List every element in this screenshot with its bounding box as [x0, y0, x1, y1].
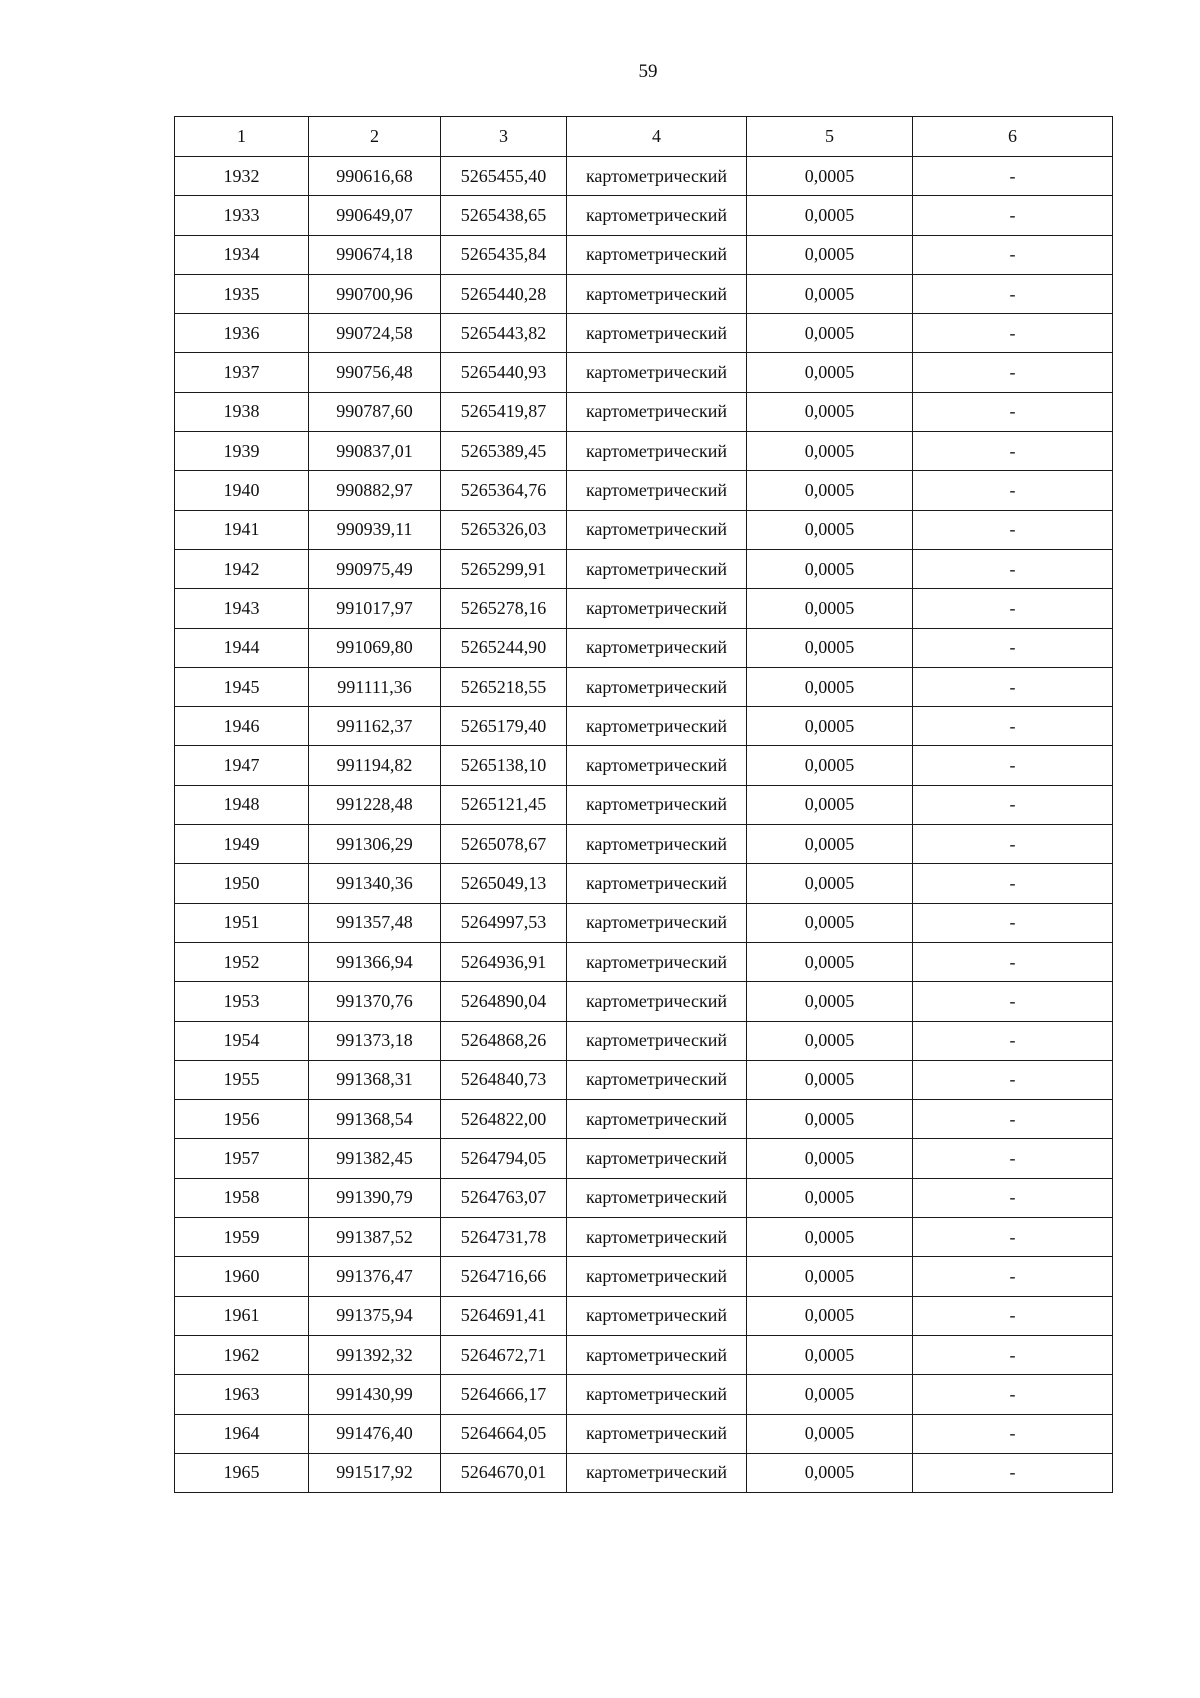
note-cell: - — [913, 471, 1113, 510]
accuracy-cell: 0,0005 — [747, 903, 913, 942]
point-number-cell: 1964 — [175, 1414, 309, 1453]
y-coordinate-cell: 5265049,13 — [441, 864, 567, 903]
method-cell: картометрический — [567, 825, 747, 864]
table-row — [175, 746, 1113, 785]
table-row — [175, 1060, 1113, 1099]
table-row — [175, 707, 1113, 746]
table-row — [175, 825, 1113, 864]
note-cell: - — [913, 1178, 1113, 1217]
x-coordinate-cell: 991306,29 — [309, 825, 441, 864]
point-number-cell: 1963 — [175, 1375, 309, 1414]
point-number-cell: 1956 — [175, 1100, 309, 1139]
note-cell: - — [913, 864, 1113, 903]
x-coordinate-cell: 990939,11 — [309, 510, 441, 549]
method-cell: картометрический — [567, 1060, 747, 1099]
accuracy-cell: 0,0005 — [747, 1021, 913, 1060]
table-row — [175, 1296, 1113, 1335]
x-coordinate-cell: 990724,58 — [309, 314, 441, 353]
note-cell: - — [913, 1218, 1113, 1257]
x-coordinate-cell: 991392,32 — [309, 1335, 441, 1374]
method-cell: картометрический — [567, 314, 747, 353]
note-cell: - — [913, 982, 1113, 1021]
x-coordinate-cell: 991368,54 — [309, 1100, 441, 1139]
method-cell: картометрический — [567, 589, 747, 628]
table-row — [175, 589, 1113, 628]
method-cell: картометрический — [567, 864, 747, 903]
column-header-1: 1 — [175, 117, 309, 157]
y-coordinate-cell: 5265440,28 — [441, 274, 567, 313]
y-coordinate-cell: 5265443,82 — [441, 314, 567, 353]
point-number-cell: 1941 — [175, 510, 309, 549]
method-cell: картометрический — [567, 274, 747, 313]
method-cell: картометрический — [567, 942, 747, 981]
point-number-cell: 1955 — [175, 1060, 309, 1099]
method-cell: картометрический — [567, 353, 747, 392]
note-cell: - — [913, 196, 1113, 235]
x-coordinate-cell: 990700,96 — [309, 274, 441, 313]
note-cell: - — [913, 235, 1113, 274]
y-coordinate-cell: 5265389,45 — [441, 432, 567, 471]
note-cell: - — [913, 274, 1113, 313]
note-cell: - — [913, 392, 1113, 431]
x-coordinate-cell: 990616,68 — [309, 157, 441, 196]
note-cell: - — [913, 1257, 1113, 1296]
method-cell: картометрический — [567, 1100, 747, 1139]
x-coordinate-cell: 991430,99 — [309, 1375, 441, 1414]
method-cell: картометрический — [567, 471, 747, 510]
x-coordinate-cell: 991069,80 — [309, 628, 441, 667]
x-coordinate-cell: 991357,48 — [309, 903, 441, 942]
note-cell: - — [913, 1335, 1113, 1374]
y-coordinate-cell: 5265138,10 — [441, 746, 567, 785]
note-cell: - — [913, 1414, 1113, 1453]
table-row — [175, 1178, 1113, 1217]
accuracy-cell: 0,0005 — [747, 510, 913, 549]
table-row — [175, 1375, 1113, 1414]
method-cell: картометрический — [567, 1414, 747, 1453]
accuracy-cell: 0,0005 — [747, 235, 913, 274]
method-cell: картометрический — [567, 432, 747, 471]
table-row — [175, 785, 1113, 824]
method-cell: картометрический — [567, 1021, 747, 1060]
table-row — [175, 1139, 1113, 1178]
y-coordinate-cell: 5264672,71 — [441, 1335, 567, 1374]
method-cell: картометрический — [567, 1257, 747, 1296]
table-row — [175, 157, 1113, 196]
y-coordinate-cell: 5265438,65 — [441, 196, 567, 235]
y-coordinate-cell: 5265419,87 — [441, 392, 567, 431]
point-number-cell: 1952 — [175, 942, 309, 981]
accuracy-cell: 0,0005 — [747, 432, 913, 471]
accuracy-cell: 0,0005 — [747, 589, 913, 628]
accuracy-cell: 0,0005 — [747, 1296, 913, 1335]
note-cell: - — [913, 628, 1113, 667]
table-header — [175, 117, 1113, 157]
y-coordinate-cell: 5264716,66 — [441, 1257, 567, 1296]
point-number-cell: 1958 — [175, 1178, 309, 1217]
method-cell: картометрический — [567, 746, 747, 785]
method-cell: картометрический — [567, 707, 747, 746]
note-cell: - — [913, 785, 1113, 824]
table-row — [175, 274, 1113, 313]
note-cell: - — [913, 1296, 1113, 1335]
table-row — [175, 1021, 1113, 1060]
x-coordinate-cell: 990837,01 — [309, 432, 441, 471]
accuracy-cell: 0,0005 — [747, 825, 913, 864]
y-coordinate-cell: 5265121,45 — [441, 785, 567, 824]
y-coordinate-cell: 5264822,00 — [441, 1100, 567, 1139]
y-coordinate-cell: 5264840,73 — [441, 1060, 567, 1099]
table-row — [175, 1453, 1113, 1492]
method-cell: картометрический — [567, 510, 747, 549]
accuracy-cell: 0,0005 — [747, 1453, 913, 1492]
x-coordinate-cell: 991476,40 — [309, 1414, 441, 1453]
table-row — [175, 1257, 1113, 1296]
table-row — [175, 510, 1113, 549]
accuracy-cell: 0,0005 — [747, 1335, 913, 1374]
accuracy-cell: 0,0005 — [747, 707, 913, 746]
y-coordinate-cell: 5265244,90 — [441, 628, 567, 667]
table-row — [175, 667, 1113, 706]
method-cell: картометрический — [567, 392, 747, 431]
x-coordinate-cell: 991194,82 — [309, 746, 441, 785]
accuracy-cell: 0,0005 — [747, 667, 913, 706]
point-number-cell: 1940 — [175, 471, 309, 510]
point-number-cell: 1948 — [175, 785, 309, 824]
point-number-cell: 1951 — [175, 903, 309, 942]
accuracy-cell: 0,0005 — [747, 982, 913, 1021]
note-cell: - — [913, 314, 1113, 353]
accuracy-cell: 0,0005 — [747, 274, 913, 313]
x-coordinate-cell: 990756,48 — [309, 353, 441, 392]
column-header-5: 5 — [747, 117, 913, 157]
point-number-cell: 1950 — [175, 864, 309, 903]
table-row — [175, 982, 1113, 1021]
y-coordinate-cell: 5264997,53 — [441, 903, 567, 942]
accuracy-cell: 0,0005 — [747, 314, 913, 353]
point-number-cell: 1960 — [175, 1257, 309, 1296]
x-coordinate-cell: 991366,94 — [309, 942, 441, 981]
x-coordinate-cell: 990975,49 — [309, 549, 441, 588]
point-number-cell: 1935 — [175, 274, 309, 313]
note-cell: - — [913, 432, 1113, 471]
note-cell: - — [913, 1375, 1113, 1414]
point-number-cell: 1939 — [175, 432, 309, 471]
x-coordinate-cell: 990674,18 — [309, 235, 441, 274]
point-number-cell: 1954 — [175, 1021, 309, 1060]
x-coordinate-cell: 991368,31 — [309, 1060, 441, 1099]
table-row — [175, 864, 1113, 903]
note-cell: - — [913, 825, 1113, 864]
accuracy-cell: 0,0005 — [747, 785, 913, 824]
point-number-cell: 1944 — [175, 628, 309, 667]
accuracy-cell: 0,0005 — [747, 549, 913, 588]
note-cell: - — [913, 589, 1113, 628]
accuracy-cell: 0,0005 — [747, 1178, 913, 1217]
accuracy-cell: 0,0005 — [747, 1218, 913, 1257]
note-cell: - — [913, 707, 1113, 746]
accuracy-cell: 0,0005 — [747, 746, 913, 785]
x-coordinate-cell: 991375,94 — [309, 1296, 441, 1335]
point-number-cell: 1965 — [175, 1453, 309, 1492]
y-coordinate-cell: 5265455,40 — [441, 157, 567, 196]
accuracy-cell: 0,0005 — [747, 942, 913, 981]
point-number-cell: 1957 — [175, 1139, 309, 1178]
y-coordinate-cell: 5264670,01 — [441, 1453, 567, 1492]
y-coordinate-cell: 5264664,05 — [441, 1414, 567, 1453]
x-coordinate-cell: 991376,47 — [309, 1257, 441, 1296]
point-number-cell: 1936 — [175, 314, 309, 353]
point-number-cell: 1953 — [175, 982, 309, 1021]
y-coordinate-cell: 5264794,05 — [441, 1139, 567, 1178]
x-coordinate-cell: 991340,36 — [309, 864, 441, 903]
y-coordinate-cell: 5264763,07 — [441, 1178, 567, 1217]
page-number: 59 — [638, 61, 658, 82]
table-row — [175, 1218, 1113, 1257]
method-cell: картометрический — [567, 1139, 747, 1178]
x-coordinate-cell: 991382,45 — [309, 1139, 441, 1178]
method-cell: картометрический — [567, 1296, 747, 1335]
accuracy-cell: 0,0005 — [747, 392, 913, 431]
table-row — [175, 549, 1113, 588]
note-cell: - — [913, 1453, 1113, 1492]
y-coordinate-cell: 5265078,67 — [441, 825, 567, 864]
point-number-cell: 1934 — [175, 235, 309, 274]
y-coordinate-cell: 5265364,76 — [441, 471, 567, 510]
point-number-cell: 1932 — [175, 157, 309, 196]
x-coordinate-cell: 991387,52 — [309, 1218, 441, 1257]
note-cell: - — [913, 667, 1113, 706]
y-coordinate-cell: 5265440,93 — [441, 353, 567, 392]
note-cell: - — [913, 157, 1113, 196]
x-coordinate-cell: 991390,79 — [309, 1178, 441, 1217]
point-number-cell: 1943 — [175, 589, 309, 628]
accuracy-cell: 0,0005 — [747, 1139, 913, 1178]
accuracy-cell: 0,0005 — [747, 471, 913, 510]
x-coordinate-cell: 991111,36 — [309, 667, 441, 706]
x-coordinate-cell: 991162,37 — [309, 707, 441, 746]
y-coordinate-cell: 5264691,41 — [441, 1296, 567, 1335]
accuracy-cell: 0,0005 — [747, 1375, 913, 1414]
column-header-2: 2 — [309, 117, 441, 157]
point-number-cell: 1942 — [175, 549, 309, 588]
accuracy-cell: 0,0005 — [747, 1257, 913, 1296]
note-cell: - — [913, 903, 1113, 942]
note-cell: - — [913, 942, 1113, 981]
method-cell: картометрический — [567, 785, 747, 824]
y-coordinate-cell: 5265299,91 — [441, 549, 567, 588]
column-header-3: 3 — [441, 117, 567, 157]
method-cell: картометрический — [567, 1453, 747, 1492]
method-cell: картометрический — [567, 982, 747, 1021]
y-coordinate-cell: 5264666,17 — [441, 1375, 567, 1414]
point-number-cell: 1962 — [175, 1335, 309, 1374]
table-row — [175, 471, 1113, 510]
point-number-cell: 1947 — [175, 746, 309, 785]
y-coordinate-cell: 5264868,26 — [441, 1021, 567, 1060]
note-cell: - — [913, 510, 1113, 549]
y-coordinate-cell: 5264936,91 — [441, 942, 567, 981]
x-coordinate-cell: 990787,60 — [309, 392, 441, 431]
method-cell: картометрический — [567, 196, 747, 235]
table-row — [175, 903, 1113, 942]
y-coordinate-cell: 5265179,40 — [441, 707, 567, 746]
x-coordinate-cell: 991373,18 — [309, 1021, 441, 1060]
point-number-cell: 1961 — [175, 1296, 309, 1335]
y-coordinate-cell: 5265218,55 — [441, 667, 567, 706]
note-cell: - — [913, 1139, 1113, 1178]
note-cell: - — [913, 549, 1113, 588]
table-row — [175, 1100, 1113, 1139]
method-cell: картометрический — [567, 667, 747, 706]
note-cell: - — [913, 1021, 1113, 1060]
table-row — [175, 628, 1113, 667]
note-cell: - — [913, 1060, 1113, 1099]
x-coordinate-cell: 991517,92 — [309, 1453, 441, 1492]
point-number-cell: 1959 — [175, 1218, 309, 1257]
y-coordinate-cell: 5264890,04 — [441, 982, 567, 1021]
note-cell: - — [913, 1100, 1113, 1139]
accuracy-cell: 0,0005 — [747, 1060, 913, 1099]
accuracy-cell: 0,0005 — [747, 157, 913, 196]
header-row — [175, 117, 1113, 157]
table-row — [175, 196, 1113, 235]
method-cell: картометрический — [567, 628, 747, 667]
table-body — [175, 157, 1113, 1493]
point-number-cell: 1949 — [175, 825, 309, 864]
table-row — [175, 1335, 1113, 1374]
method-cell: картометрический — [567, 235, 747, 274]
table-row — [175, 353, 1113, 392]
column-header-4: 4 — [567, 117, 747, 157]
table-row — [175, 1414, 1113, 1453]
x-coordinate-cell: 991370,76 — [309, 982, 441, 1021]
y-coordinate-cell: 5264731,78 — [441, 1218, 567, 1257]
table-row — [175, 432, 1113, 471]
y-coordinate-cell: 5265326,03 — [441, 510, 567, 549]
method-cell: картометрический — [567, 1178, 747, 1217]
method-cell: картометрический — [567, 1335, 747, 1374]
accuracy-cell: 0,0005 — [747, 864, 913, 903]
method-cell: картометрический — [567, 1218, 747, 1257]
point-number-cell: 1938 — [175, 392, 309, 431]
x-coordinate-cell: 991228,48 — [309, 785, 441, 824]
method-cell: картометрический — [567, 1375, 747, 1414]
table-row — [175, 314, 1113, 353]
accuracy-cell: 0,0005 — [747, 1100, 913, 1139]
point-number-cell: 1945 — [175, 667, 309, 706]
note-cell: - — [913, 353, 1113, 392]
table-row — [175, 392, 1113, 431]
y-coordinate-cell: 5265435,84 — [441, 235, 567, 274]
accuracy-cell: 0,0005 — [747, 1414, 913, 1453]
note-cell: - — [913, 746, 1113, 785]
x-coordinate-cell: 990649,07 — [309, 196, 441, 235]
column-header-6: 6 — [913, 117, 1113, 157]
point-number-cell: 1933 — [175, 196, 309, 235]
x-coordinate-cell: 991017,97 — [309, 589, 441, 628]
y-coordinate-cell: 5265278,16 — [441, 589, 567, 628]
accuracy-cell: 0,0005 — [747, 628, 913, 667]
point-number-cell: 1937 — [175, 353, 309, 392]
accuracy-cell: 0,0005 — [747, 353, 913, 392]
accuracy-cell: 0,0005 — [747, 196, 913, 235]
method-cell: картометрический — [567, 157, 747, 196]
coordinates-table — [174, 116, 1113, 1493]
table-row — [175, 235, 1113, 274]
method-cell: картометрический — [567, 903, 747, 942]
table-row — [175, 942, 1113, 981]
method-cell: картометрический — [567, 549, 747, 588]
x-coordinate-cell: 990882,97 — [309, 471, 441, 510]
point-number-cell: 1946 — [175, 707, 309, 746]
